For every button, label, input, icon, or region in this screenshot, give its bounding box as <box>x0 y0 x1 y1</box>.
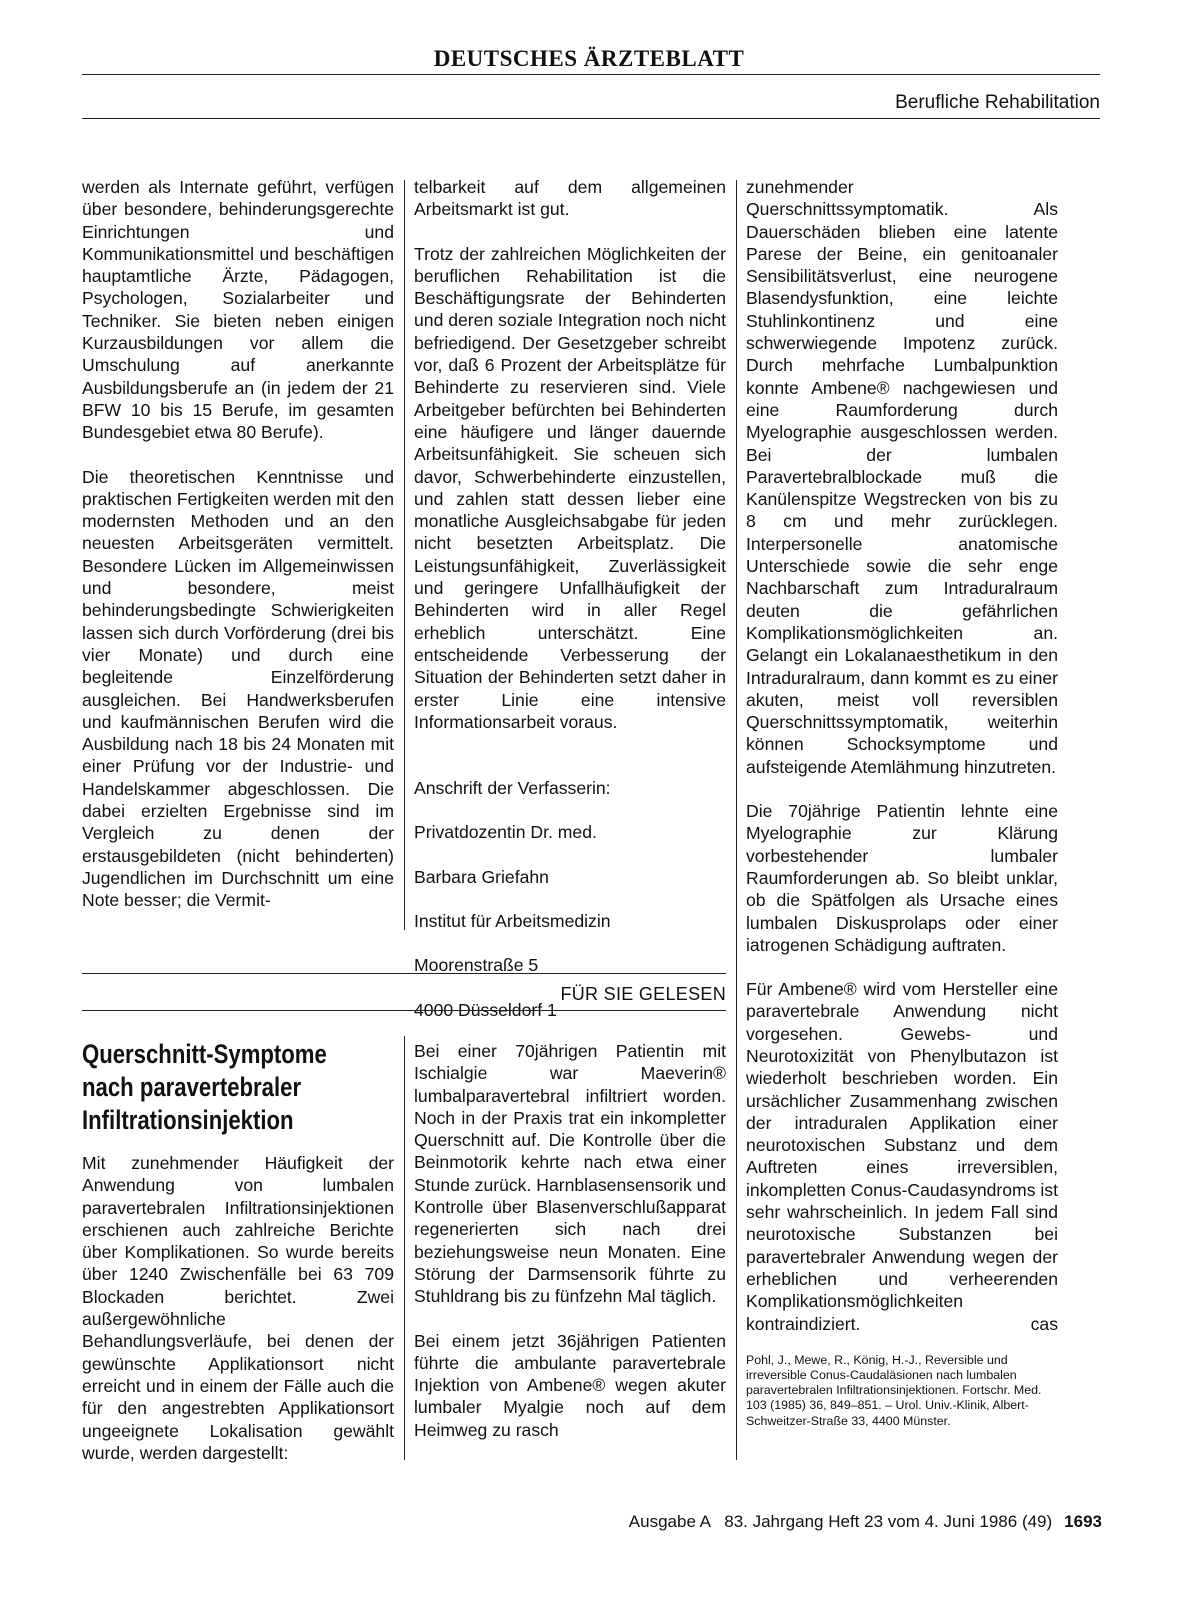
author-signature: cas <box>1030 1313 1058 1334</box>
address-line: Anschrift der Verfasserin: <box>414 778 611 799</box>
paragraph: Die theoretischen Kenntnisse und praktischen Fertigkeiten werden mit den modernsten Methoden und an den neuesten Arbeitsgeräten vermittelt. Besondere Lücken im Allgemeinwissen und besondere, meist behinderungsbedingte Schwierigkeiten lassen sich durch Vorförderung (drei bis vier Monate) und durch eine begleitende Einzelförderung ausgleichen. Bei Handwerksberufen und kaufmännischen Berufen wird die Ausbildung nach 18 bis 24 Monaten mit einer Prüfung vor der Industrie- und Handelskammer abgeschlossen. Die dabei erzielten Ergebnisse sind im Vergleich zu denen der erstausgebildeten (nicht behinderten) Jugendlichen im Durchschnitt um eine Note besser; die Vermit- <box>82 466 394 911</box>
address-line: Barbara Griefahn <box>414 866 549 887</box>
paragraph: zunehmender Querschnittssymptomatik. Als Dauerschäden blieben eine latente Parese der Beine, ein genitoanaler Sensibilitätsverlust, eine neurogene Blasendysfunktion, eine leichte Stuhlinkontinenz und eine schwerwiegende Impotenz zurück. Durch mehrfache Lumbalpunktion konnte Ambene® nachgewiesen und eine Raumforderung durch Myelographie ausgeschlossen werden. Bei der lumbalen Paravertebralblockade muß die Kanülenspitze Wegstrecken von bis zu 8 cm und mehr zurücklegen. Interpersonelle anatomische Unterschiede sowie die sehr enge Nachbarschaft zum Intraduralraum deuten die gefährlichen Komplikationsmöglichkeiten an. Gelangt ein Lokalanaesthetikum in den Intraduralraum, dann kommt es zu einer akuten, meist voll reversiblen Querschnittssymptomatik, weiterhin können Schocksymptome und aufsteigende Atemlähmung hinzutreten. <box>746 177 1058 777</box>
section-label: Berufliche Rehabilitation <box>895 92 1100 113</box>
headline-line: nach paravertebraler <box>82 1072 302 1102</box>
paragraph: Mit zunehmender Häufigkeit der Anwendung von lumbalen paravertebralen Infiltrationsinjektionen erschienen auch zahlreiche Berichte über Komplikationen. So wurde bereits über 1240 Zwischenfälle bei 63 709 Blockaden berichtet. Zwei außergewöhnliche Behandlungsverläufe, bei denen der gewünschte Applikationsort nicht erreicht und in einem der Fälle auch die für den angestrebten Applikationsort ungeeignete Lokalisation gewählt wurde, werden dargestellt: <box>82 1153 394 1463</box>
column-divider <box>736 180 737 1460</box>
headline-line: Infiltrationsinjektion <box>82 1105 294 1135</box>
page-footer <box>629 1512 1102 1532</box>
lower-col-1 <box>82 1038 394 1464</box>
address-line: 4000 Düsseldorf 1 <box>414 999 557 1020</box>
paragraph <box>746 978 1058 1335</box>
article-kicker: FÜR SIE GELESEN <box>560 984 726 1004</box>
page-number: 1693 <box>1064 1512 1102 1531</box>
right-column <box>746 176 1058 1429</box>
masthead: DEUTSCHES ÄRZTEBLATT <box>433 46 745 71</box>
paragraph: Die 70jährige Patientin lehnte eine Myelographie zur Klärung vorbestehender lumbaler Raumforderungen ab. So bleibt unklar, ob die Spätfolgen als Ursache eines lumbalen Diskusprolaps oder einer iatrogenen Schädigung auftraten. <box>746 801 1058 955</box>
paragraph: telbarkeit auf dem allgemeinen Arbeitsmarkt ist gut. <box>414 177 726 220</box>
article-intro <box>82 1152 394 1464</box>
article-headline <box>82 1038 353 1137</box>
article-separator-bottom <box>82 1010 726 1011</box>
upper-col-1 <box>82 176 394 912</box>
address-line: Privatdozentin Dr. med. <box>414 822 597 843</box>
paragraph-text: Für Ambene® wird vom Hersteller eine paravertebrale Anwendung nicht vorgesehen. Gewebs- und Neurotoxizität von Phenylbutazon ist wiederholt beschrieben worden. Ein ursächlicher Zusammenhang zwischen der intraduralen Applikation einer neurotoxischen Substanz und dem Auftreten eines irreversiblen, inkompletten Conus-Caudasyndroms ist sehr wahrscheinlich. In jedem Fall sind neurotoxische Substanzen bei paravertebraler Anwendung wegen der erheblichen und verheerenden Komplikationsmöglichkeiten kontraindiziert. <box>746 979 1058 1334</box>
address-line: Moorenstraße 5 <box>414 955 539 976</box>
address-line: Institut für Arbeitsmedizin <box>414 911 611 932</box>
article-separator-top <box>82 973 726 974</box>
paragraph: Bei einem jetzt 36jährigen Patienten führte die ambulante paravertebrale Injektion von Ambene® wegen akuter lumbaler Myalgie noch auf dem Heimweg zu rasch <box>414 1330 726 1440</box>
issue-info: Ausgabe A 83. Jahrgang Heft 23 vom 4. Juni 1986 (49) <box>628 1512 1053 1531</box>
lower-col-2 <box>414 1040 726 1441</box>
masthead-rule <box>82 74 1100 75</box>
headline-line: Querschnitt-Symptome <box>82 1039 327 1069</box>
paragraph: werden als Internate geführt, verfügen über besondere, behinderungsgerechte Einrichtungen und Kommunikationsmittel und beschäftigen hauptamtliche Ärzte, Pädagogen, Psychologen, Sozialarbeiter und Techniker. Sie bieten neben einigen Kurzausbildungen vor allem die Umschulung auf anerkannte Ausbildungsberufe an (in jedem der 21 BFW 10 bis 15 Berufe, im gesamten Bundesgebiet etwa 80 Berufe). <box>82 177 394 443</box>
column-divider <box>404 180 405 930</box>
paragraph: Bei einer 70jährigen Patientin mit Ischialgie war Maeverin® lumbalparavertebral infiltriert worden. Noch in der Praxis trat ein inkompletter Querschnitt auf. Die Kontrolle über die Beinmotorik kehrte nach etwa einer Stunde zurück. Harnblasensensorik und Kontrolle über Blasenverschlußapparat regenerierten sich nach drei beziehungsweise neun Monaten. Eine Störung der Darmsensorik führte zu Stuhldrang bis zu fünfzehn Mal täglich. <box>414 1041 726 1307</box>
column-divider <box>404 1036 405 1460</box>
upper-col-2 <box>414 176 726 1021</box>
paragraph: Trotz der zahlreichen Möglichkeiten der beruflichen Rehabilitation ist die Beschäftigungsrate der Behinderten und deren soziale Integration noch nicht befriedigend. Der Gesetzgeber schreibt vor, daß 6 Prozent der Arbeitsplätze für Behinderte zu reservieren sind. Viele Arbeitgeber befürchten bei Behinderten eine häufigere und länger dauernde Arbeitsunfähigkeit. Sie scheuen sich davor, Schwerbehinderte einzustellen, und zahlen statt dessen lieber eine monatliche Ausgleichsabgabe für jeden nicht besetzten Arbeitsplatz. Die Leistungsunfähigkeit, Zuverlässigkeit und geringere Unfallhäufigkeit der Behinderten wird in aller Regel erheblich unterschätzt. Eine entscheidende Verbesserung der Situation der Behinderten setzt daher in erster Linie eine intensive Informationsarbeit voraus. <box>414 243 727 732</box>
header-rule <box>82 118 1100 119</box>
reference: Pohl, J., Mewe, R., König, H.-J., Reversible und irreversible Conus-Caudaläsionen nach lumbalen paravertebralen Infiltrationsinjektionen. Fortschr. Med. 103 (1985) 36, 849–851. – Urol. Univ.-Klinik, Albert-Schweitzer-Straße 33, 4400 Münster. <box>746 1352 1042 1428</box>
